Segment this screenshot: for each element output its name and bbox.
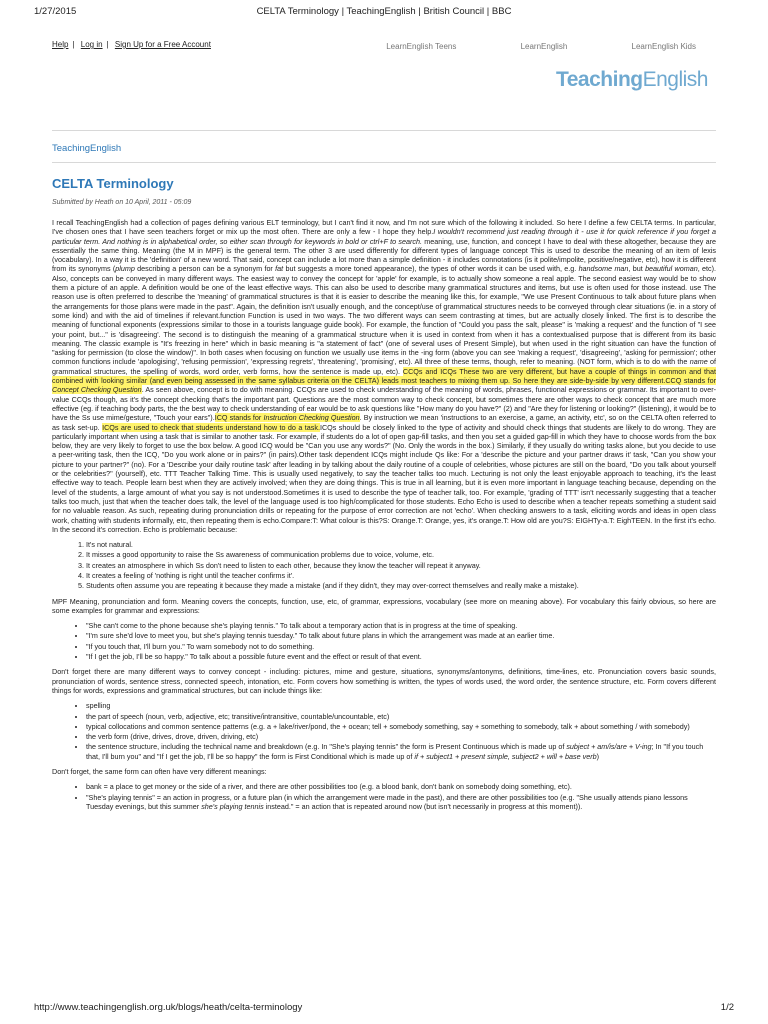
print-url: http://www.teachingenglish.org.uk/blogs/heath/celta-terminology	[34, 1002, 303, 1013]
text-run: the sentence structure, including the technical name and breakdown (e.g. In "She's playing tennis" the form is Present Continuous which is made up of	[86, 742, 567, 752]
separator: |	[106, 40, 109, 49]
breadcrumb[interactable]: TeachingEnglish	[52, 143, 122, 154]
text-run: bank = a place to get money or the side of a river, and there are other possibilities too (e.g. a blood bank, don't bank on somebody doing something, etc).	[86, 782, 572, 792]
highlighted-text: CCQs and ICQs These two are very different, but have a couple of things in common and that combined with looking similar (and even being assessed in the same syllabus criteria on the CELTA) leads most teachers to mixing them up. So here they are side-by-side by very different.CCQ stands for	[52, 366, 716, 386]
list-item	[86, 782, 716, 791]
account-links	[52, 40, 215, 49]
list-item: • "I'm sure she'd love to meet you, but she's playing tennis tuesday." To talk about future plans in which the arrangement was made at an earlier time.	[86, 631, 716, 640]
print-page-number: 1/2	[720, 1002, 734, 1013]
text-run: the part of speech (noun, verb, adjective, etc; transitive/intransitive, countable/uncountable, etc)	[86, 711, 390, 721]
page	[52, 40, 716, 994]
text-run: subject + am/is/are + V-ing	[566, 742, 652, 752]
separator: |	[72, 40, 75, 49]
text-run: )	[596, 751, 600, 761]
text-run: of grammatical structures, the spelling of words, word order, verb forms, how the sentence is made up, etc).	[52, 357, 716, 376]
form-items-list	[52, 701, 716, 761]
list-item	[86, 793, 716, 812]
text-run: I wouldn't recommend just reading through it - use it for quick reference if you forget a particular term. And nothing is in alphabetical order, so either scan through for keywords in bold or ctrl+F to search.	[52, 227, 716, 246]
list-item: 3. It creates an atmosphere in which Ss don't need to listen to each other, because they know the teacher will repeat it anyway.	[86, 561, 716, 570]
signup-link[interactable]: Sign Up for a Free Account	[114, 40, 211, 49]
text-run: beautiful woman	[645, 264, 698, 274]
text-run: the verb form (drive, drives, drove, driven, driving, etc)	[86, 732, 259, 742]
text-run: , etc). Also, concepts can be conveyed in many different ways. The easiest way to convey the concept for 'apple' for example, is to actually show someone a real apple. The second easiest way would be to show them a picture of an apple. A definition would be one of the least effective ways. This can also be used to describe many grammatical structures and items, but use is often used for those instead. use The reason use is often preferred to describe the 'meaning' of grammatical structures is that it is easier to describe the meaning like this, for example, "We use Present Continuous to talk about future plans when the arrangements for those plans were made in the past". Again, the definition isn't usually enough, and the concept/use of grammatical structures needs to be conveyed through clear situations (ie. in a story of some kind) and with the aid of timelines if relevant.function Function is used in two ways. The two different ways can seem contrasting at times, but are actually closely linked. The first is to describe the meaning of functional exponents (expressions similar to those in a tourists language guide book). For example, the function of "Could you pass the salt, please" is 'making a request' and the function of "I see your point, but..." is 'disagreeing'. The second is to distinguish the meaning of a grammatical structure when it is used in context from when it has a contextualised purpose that is different from its basic meaning. The classic example is "It's freezing in here" which in basic meaning is "a statement of fact" (one of several uses of Present Simple), but when used in the right situation can have the function of "asking for permission (to close the window)". In both cases when focusing on function we usually use items in the -ing form (above you can see 'making a request', 'disagreeing', 'asking for permission'; other common functions include 'apologising', 'refusing permission', 'expressing regrets', 'threatening', 'promising', etc). All three of these terms, though, refer to meaning. (NOT form, which is to do with the	[52, 264, 717, 367]
form-paragraph: Don't forget there are many different ways to convey concept - including: pictures, mime and gesture, situations, synonyms/antonyms, definitions, time-lines, etc. Pronunciation covers basic sounds, pronunciation of words, sentence stress, connected speech, intonation, etc. Form covers how something is written, the types of words used, the word order, the sentence structure, etc. Form covers different things for words, expressions and grammatical structures, but can include things like:	[52, 667, 716, 695]
logo-part-english: English	[642, 68, 708, 91]
mpf-paragraph: MPF Meaning, pronunciation and form. Meaning covers the concepts, function, use, etc, of grammar, expressions, vocabulary (see more on meaning above). For vocabulary this fairly obvious, so here are some examples for grammar and expressions:	[52, 596, 716, 615]
highlighted-text: ICQs are used to check that students understand how to do a task.	[102, 422, 320, 432]
page-title: CELTA Terminology	[52, 176, 174, 191]
highlighted-text: Instruction Checking Question	[263, 413, 360, 423]
text-run: fat	[275, 264, 284, 274]
learnenglish-kids-link[interactable]: LearnEnglish Kids	[631, 42, 696, 51]
text-run: ; In "If you touch that, I'll burn you" and "If I get the job, I'll be so happy" the form is First Conditional which is made up of	[86, 742, 704, 761]
text-run: but suggests a more toned appearance), the types of other words it can be used with, e.g.	[283, 264, 579, 274]
list-item: • "If I get the job, I'll be so happy." To talk about a possible future event and the effect or result of that event.	[86, 652, 716, 661]
text-run: , but	[628, 264, 646, 274]
text-run: plump	[115, 264, 135, 274]
same-form-items-list	[52, 782, 716, 811]
list-item: 1. It's not natural.	[86, 540, 716, 549]
learnenglish-link[interactable]: LearnEnglish	[520, 42, 568, 51]
divider	[52, 162, 716, 163]
list-item	[86, 722, 716, 731]
highlighted-text: ICQ stands for	[214, 413, 264, 423]
submitted-by: Submitted by Heath on 10 April, 2011 - 05:09	[52, 199, 192, 206]
list-item	[86, 701, 716, 710]
list-item	[86, 732, 716, 741]
text-run: typical collocations and common sentence patterns (e.g. a + lake/river/pond, the + ocean; tell + somebody something, say + something to somebody, talk + about something / with somebody)	[86, 721, 690, 731]
text-run: spelling	[86, 701, 111, 711]
list-item: • "She can't come to the phone because she's playing tennis." To talk about a temporary action that is in progress at the time of speaking.	[86, 621, 716, 630]
divider	[52, 130, 716, 131]
echo-reasons-list	[52, 540, 716, 590]
login-link[interactable]: Log in	[80, 40, 103, 49]
article-body	[52, 218, 716, 817]
text-run: describing a person can be a synonym for	[134, 264, 276, 274]
text-run: I recall TeachingEnglish had a collection of pages defining various ELT terminology, but I can't find it now, and I'm not sure which of the following it included. So here I define a few CELTA terms. In particular, I've chosen ones that I have seen teachers forget or mix up the most often. There are only a few - I hope they help.	[52, 218, 716, 237]
print-page-title: CELTA Terminology | TeachingEnglish | British Council | BBC	[256, 6, 512, 17]
text-run: "She's playing tennis" = an action in progress, or a future plan (in which the arrangement were made in the past), and there are other possibilities too (e.g. "She usually attends piano lessons Tuesday evenings, but this summer	[86, 792, 688, 811]
teachingenglish-logo[interactable]	[556, 68, 708, 92]
text-run: ICQs should be closely linked to the type of activity and should check things that students are likely to do wrong. They are particularly important when using a task that is similar to another task. For example, if students do a lot of open gap-fill tasks, and then you set a guided gap-fill in which they have to choose words from the box below, they are very likely to forget to use the box below. A good ICQ would be "Can you use any words?" (No. Only the words in the box.) Similarly, if they usually do writing tasks alone, but you decide to use a peer-writing task, then the ICQ, "Do you work alone or in pairs?" (in pairs).Other task dependent ICQs might include Qs like: For a 'describe the picture and your partner draws it' task, "Can you show your picture to your partner?" (no). For a 'Describe your daily routine task' after leading in by talking about the daily routine of a couple of celebrities, whose pictures are still on the board, "Do you talk about yourself or the celebrities?" (yourself), etc. TTT Teacher Talking Time. This is usually used negatively, to say the teacher talks too much. Lecturing is not only the least enjoyable approach to teaching, it's the least effective way to teach. People learn best when they are actively involved; when they are doing things. This is true in all learning, but it is even more important in language teaching because, depending on the level of the students, a large amount of what you say is not understood.Sometimes it is used to describe the type of teacher talk, too. For example, 'grading of TTT' isn't necessarily suggesting that a teacher talks too much, just that when the teacher does talk, the level of the language used is too high/complicated for those students. Echo Echo is used to describe when a teacher repeats something a student said for no valuable reason. As such, repeating during pronunciation drills or repeating for the purpose of error correction are not 'echo'. When checking answers to a task, eliciting words and ideas in open class work, chatting with students informally, etc, then repeating them is echo.Compare:T: What colour is this?S: Orange.T: Orange, yes, it's orange.T: How old are you?S: EIGHTy-a.T: EighTEEN. In the first it's echo. In the second it's correction. Echo is problematic because:	[52, 422, 716, 534]
list-item: 4. It creates a feeling of 'nothing is right until the teacher confirms it'.	[86, 571, 716, 580]
highlighted-text: Concept Checking Question	[52, 385, 142, 395]
text-run: . By instruction we mean 'instructions to an exercise, a game, an activity, etc', so on the CELTA often referred to as task set-up.	[52, 413, 716, 432]
print-date: 1/27/2015	[34, 6, 77, 17]
site-links	[324, 42, 696, 51]
text-run: instead." = an action that is repeated around now (but isn't necessarily in progress at this moment)).	[263, 801, 583, 811]
list-item: 2. It misses a good opportunity to raise the Ss awareness of communication problems due to voice, volume, etc.	[86, 550, 716, 559]
text-run: handsome man	[578, 264, 629, 274]
print-footer	[34, 1002, 734, 1016]
logo-part-teaching: Teaching	[555, 68, 643, 91]
learnenglish-teens-link[interactable]: LearnEnglish Teens	[386, 42, 457, 51]
text-run: . As seen above, concept is to do with meaning. CCQs are used to check understanding of the meaning of words, phrases, functional expressions or grammar. Its important to over-value CCQs though, as it's the concept checking that's the important part. Questions are the most common way to check concept, but sometimes there are other ways to check concept that are much more effective (eg. if teaching body parts, the the best way to check understanding of ear would be to ask questions like "How many do you have?" (2) and "Are they for listening or looking?" (listening), it would be to have the Ss use mime/gesture, "Touch your ears").	[52, 385, 716, 423]
text-run: meaning, use, function, and concept I have to deal with these altogether, because they are essentially the same thing. Meaning (the M in MPF) is the general term. The other 3 are used differently for different types of language concept This is used to describe the meaning of an item of lexis (vocabulary). In a way it is the 'definition' of a new word. That said, concept can include a lot more than a simple definition - it includes connotations (is it polite/impolite, positive/negative, etc), how it is different from its synonyms (	[52, 236, 716, 274]
text-run: she's playing tennis	[201, 801, 264, 811]
text-run: if + subject1 + present simple, subject2 + will + base verb	[414, 751, 597, 761]
text-run: name	[689, 357, 708, 367]
list-item: 5. Students often assume you are repeating it because they made a mistake (and if they didn't, they may over-correct themselves and really make a mistake).	[86, 581, 716, 590]
list-item	[86, 712, 716, 721]
article-paragraph	[52, 218, 716, 534]
grammar-examples-list	[52, 621, 716, 661]
same-form-paragraph: Don't forget, the same form can often have very different meanings:	[52, 767, 267, 777]
help-link[interactable]: Help	[52, 40, 69, 49]
list-item: • "If you touch that, I'll burn you." To warn somebody not to do something.	[86, 642, 716, 651]
list-item	[86, 742, 716, 761]
print-header	[34, 6, 734, 20]
